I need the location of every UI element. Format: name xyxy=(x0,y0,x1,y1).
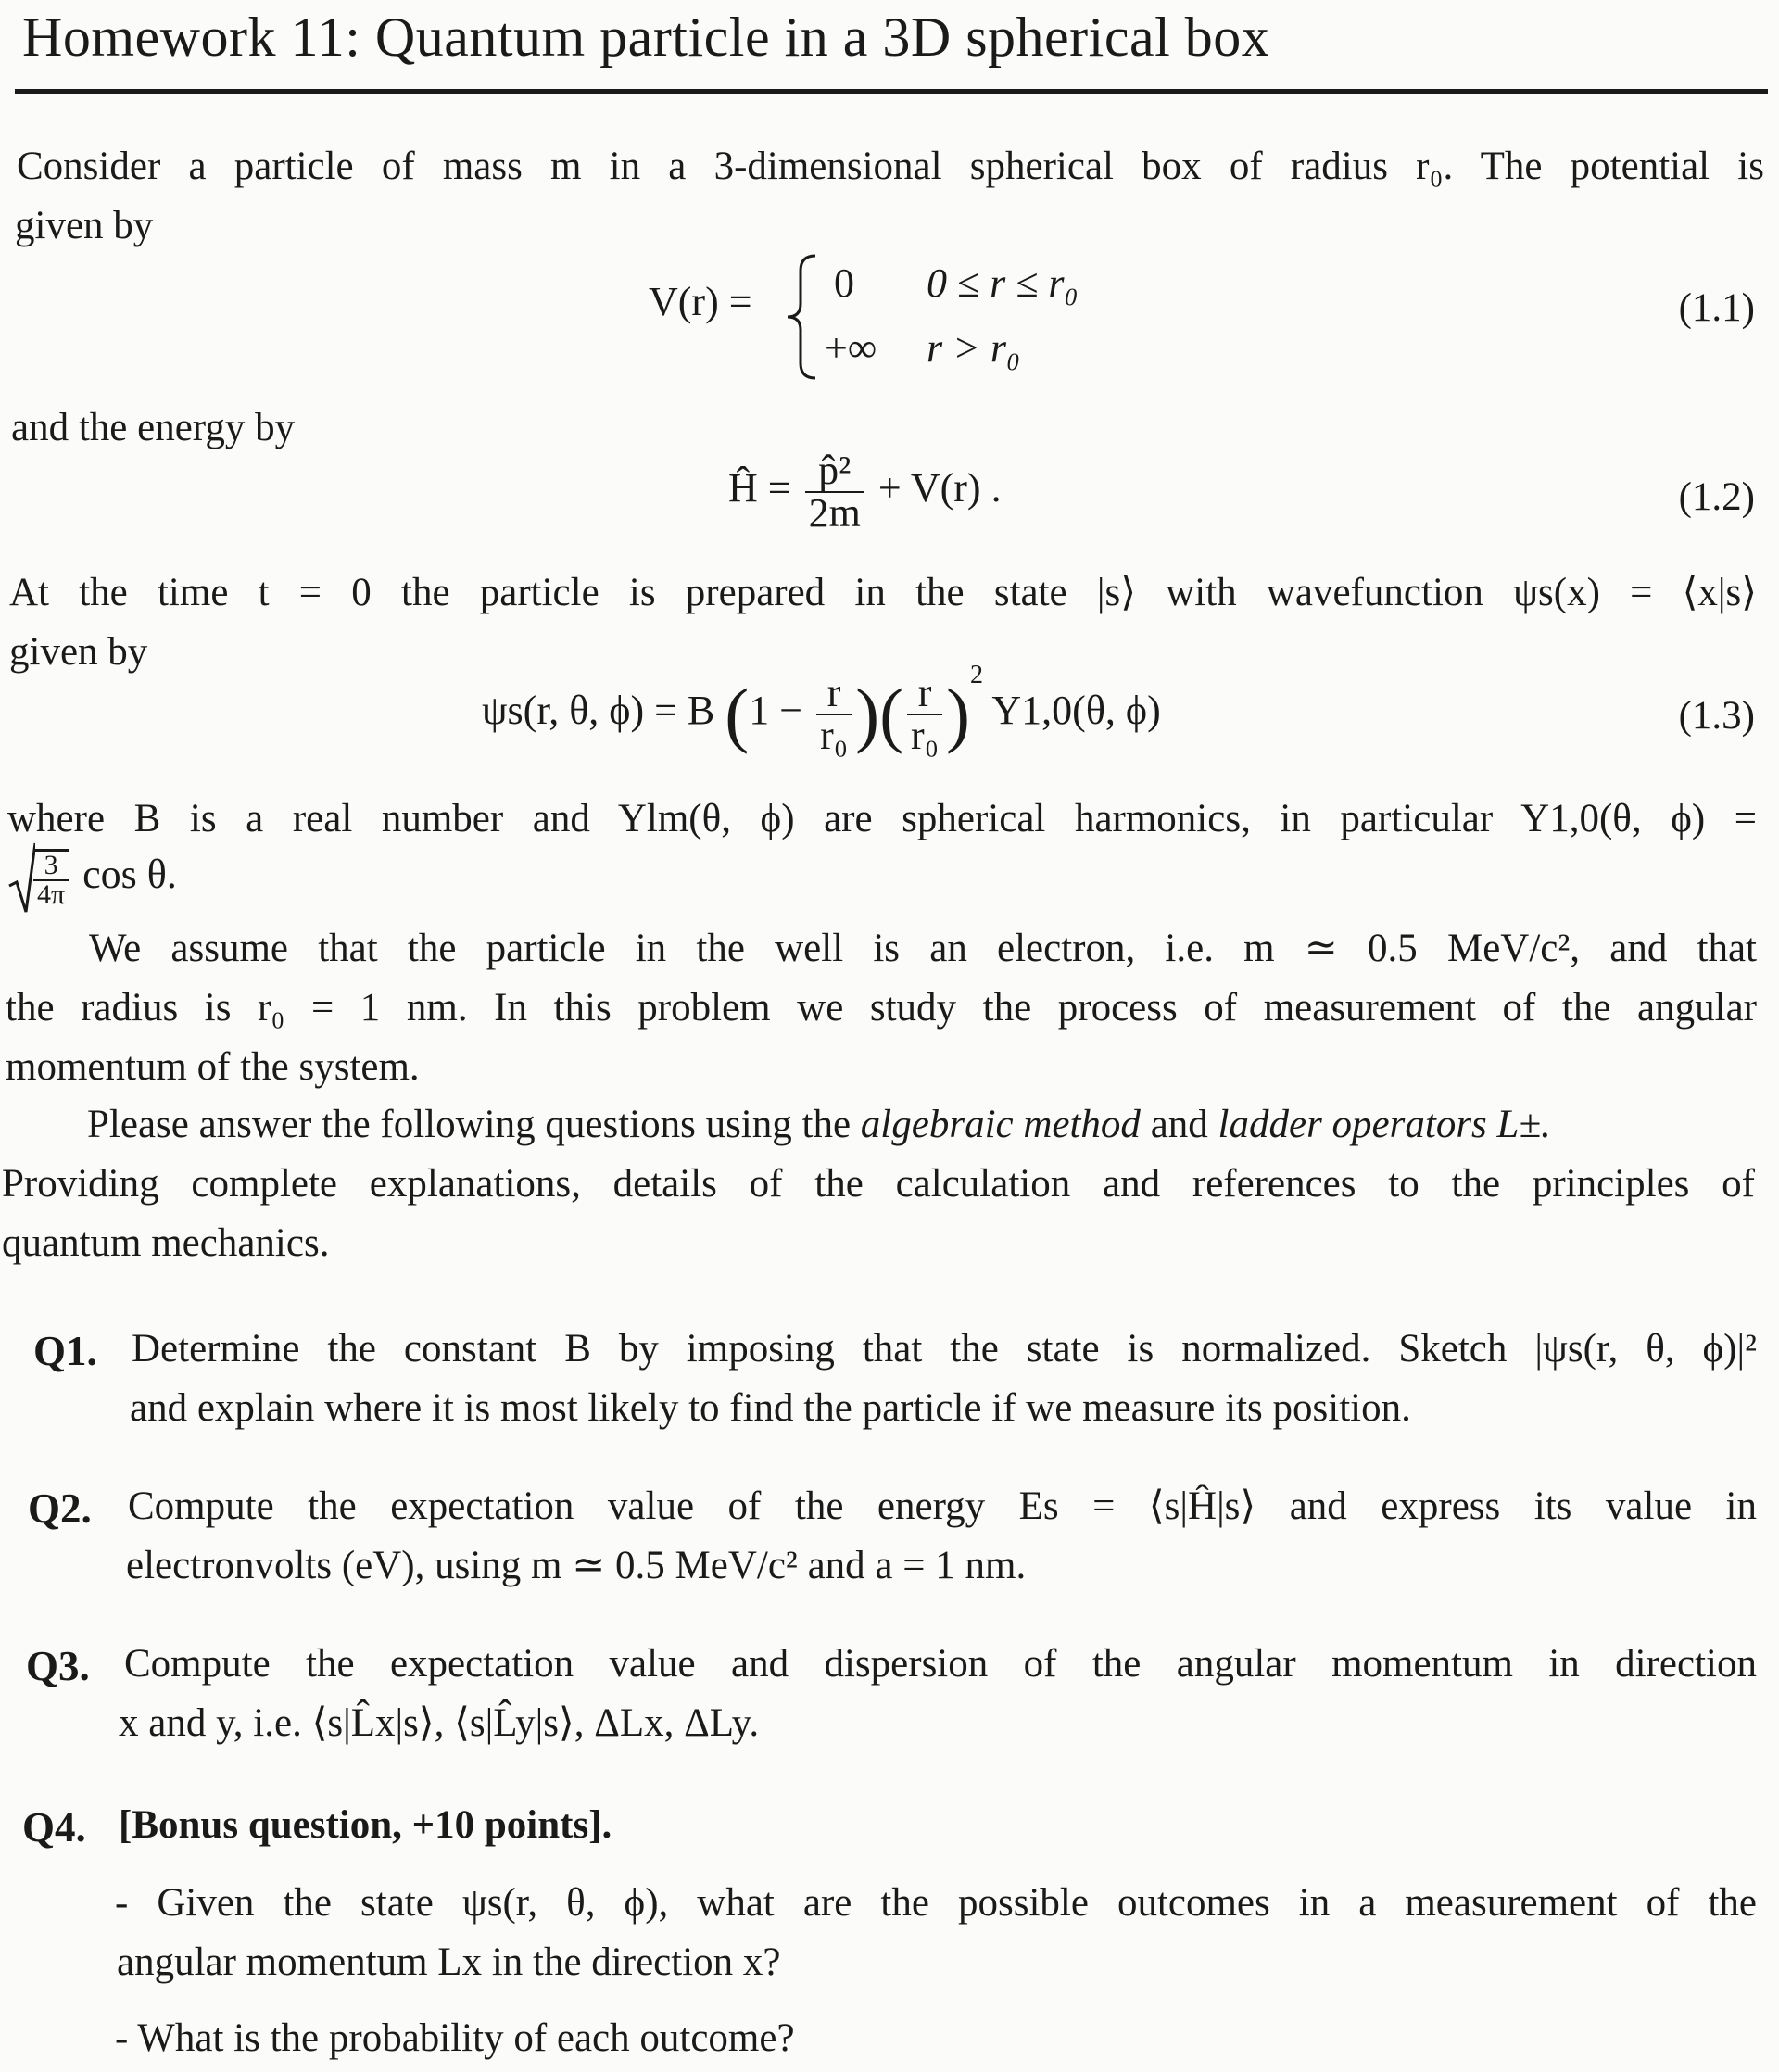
eq3-frac1-num: r xyxy=(816,673,852,715)
q3-line-1: Compute the expectation value and dispersion of the angular momentum in direction xyxy=(124,1642,1757,1686)
page-title: Homework 11: Quantum particle in a 3D spherical box xyxy=(22,6,1270,68)
q4-bullet-2: - What is the probability of each outcome? xyxy=(115,2016,795,2060)
eq3-paren1-close: ) xyxy=(855,674,880,754)
eq3-paren2-close: ) xyxy=(946,674,971,754)
q2-line-2: electronvolts (eV), using m ≃ 0.5 MeV/c² and a = 1 nm. xyxy=(126,1544,1027,1587)
eq3-frac2-num: r xyxy=(907,673,942,715)
eq2-rest: + V(r) . xyxy=(877,465,1002,512)
sqrt-sign xyxy=(7,841,35,916)
eq3-lhs: ψs(r, θ, ϕ) = B xyxy=(482,688,715,734)
eq1-case1-value: 0 xyxy=(834,260,854,306)
eq3-ylm: Y1,0(θ, ϕ) xyxy=(991,688,1161,734)
q2-line-1: Compute the expectation value of the energy Es = ⟨s|Ĥ|s⟩ and express its value in xyxy=(128,1485,1757,1528)
eq1-case1-cond: 0 ≤ r ≤ r₀ xyxy=(927,260,1079,306)
method-line-1 xyxy=(87,1095,1551,1155)
sqrt-num: 3 xyxy=(33,852,69,881)
eq3-frac2-den: r₀ xyxy=(911,713,940,758)
assume-line-2: the radius is r₀ = 1 nm. In this problem we study the process of measurement of the angular xyxy=(6,986,1757,1030)
harmonics-sqrt-expression xyxy=(7,841,177,916)
q4-bullet-1-line-2: angular momentum Lx in the direction x? xyxy=(117,1940,781,1984)
harmonics-line-1: where B is a real number and Ylm(θ, ϕ) are spherical harmonics, in particular Y1,0(θ, ϕ) = xyxy=(7,797,1757,840)
eq1-case2-value: +∞ xyxy=(825,325,877,371)
eq3 xyxy=(482,661,1161,758)
q2-label: Q2. xyxy=(28,1485,92,1532)
method-line-3: quantum mechanics. xyxy=(2,1221,330,1265)
q4-bullet-1-line-1: - Given the state ψs(r, θ, ϕ), what are the possible outcomes in a measurement of the xyxy=(115,1881,1757,1925)
q4-line-1: [Bonus question, +10 points]. xyxy=(119,1803,612,1847)
eq3-paren2-open: ( xyxy=(879,674,904,754)
q1-line-1: Determine the constant B by imposing that the state is normalized. Sketch |ψs(r, θ, ϕ)|² xyxy=(132,1327,1757,1371)
eq1-brace xyxy=(784,252,821,382)
method-line-1c: and xyxy=(1150,1103,1208,1146)
eq3-power: 2 xyxy=(970,661,984,690)
eq1-lhs: V(r) = xyxy=(649,279,752,324)
assume-line-3: momentum of the system. xyxy=(6,1045,420,1089)
eq1-number: (1.1) xyxy=(1678,286,1755,330)
eq3-number: (1.3) xyxy=(1678,694,1755,738)
sqrt-fraction xyxy=(33,849,69,909)
q3-line-2: x and y, i.e. ⟨s|L̂x|s⟩, ⟨s|L̂y|s⟩, ΔLx, ΔLy. xyxy=(119,1701,760,1745)
eq3-frac1-den: r₀ xyxy=(820,713,849,758)
harmonics-cos: cos θ. xyxy=(82,852,177,898)
eq2-lhs: Ĥ = xyxy=(728,465,791,512)
intro-line-1: Consider a particle of mass m in a 3-dimensional spherical box of radius r₀. The potential is xyxy=(17,145,1764,188)
q4-label: Q4. xyxy=(22,1804,86,1851)
eq2-number: (1.2) xyxy=(1678,475,1755,519)
eq1-case2-cond: r > r₀ xyxy=(927,325,1021,371)
state-intro-line-1: At the time t = 0 the particle is prepared in the state |s⟩ with wavefunction ψs(x) = ⟨x|s⟩ xyxy=(9,571,1757,614)
eq3-fraction-2 xyxy=(907,670,942,758)
title-divider xyxy=(15,89,1768,94)
state-intro-line-2: given by xyxy=(9,630,148,674)
eq3-paren1-open: ( xyxy=(725,674,750,754)
eq2-numerator: p̂² xyxy=(805,450,864,493)
q3-label: Q3. xyxy=(26,1643,90,1689)
eq2 xyxy=(728,450,1002,534)
method-line-1a: Please answer the following questions using the xyxy=(87,1103,852,1146)
sqrt-den: 4π xyxy=(37,878,66,910)
method-line-1b: algebraic method xyxy=(860,1103,1141,1146)
eq2-denominator: 2m xyxy=(808,490,861,536)
eq2-fraction xyxy=(805,450,864,534)
energy-intro: and the energy by xyxy=(11,406,296,449)
method-line-2: Providing complete explanations, details of the calculation and references to the principles of xyxy=(2,1162,1755,1206)
eq3-one-minus: 1 − xyxy=(749,688,803,734)
method-line-1d: ladder operators L±. xyxy=(1218,1103,1551,1146)
q1-label: Q1. xyxy=(33,1328,97,1374)
intro-line-2: given by xyxy=(15,204,154,247)
q1-line-2: and explain where it is most likely to find the particle if we measure its position. xyxy=(130,1386,1411,1430)
eq3-fraction-1 xyxy=(816,670,852,758)
assume-line-1: We assume that the particle in the well is an electron, i.e. m ≃ 0.5 MeV/c², and that xyxy=(89,927,1757,970)
